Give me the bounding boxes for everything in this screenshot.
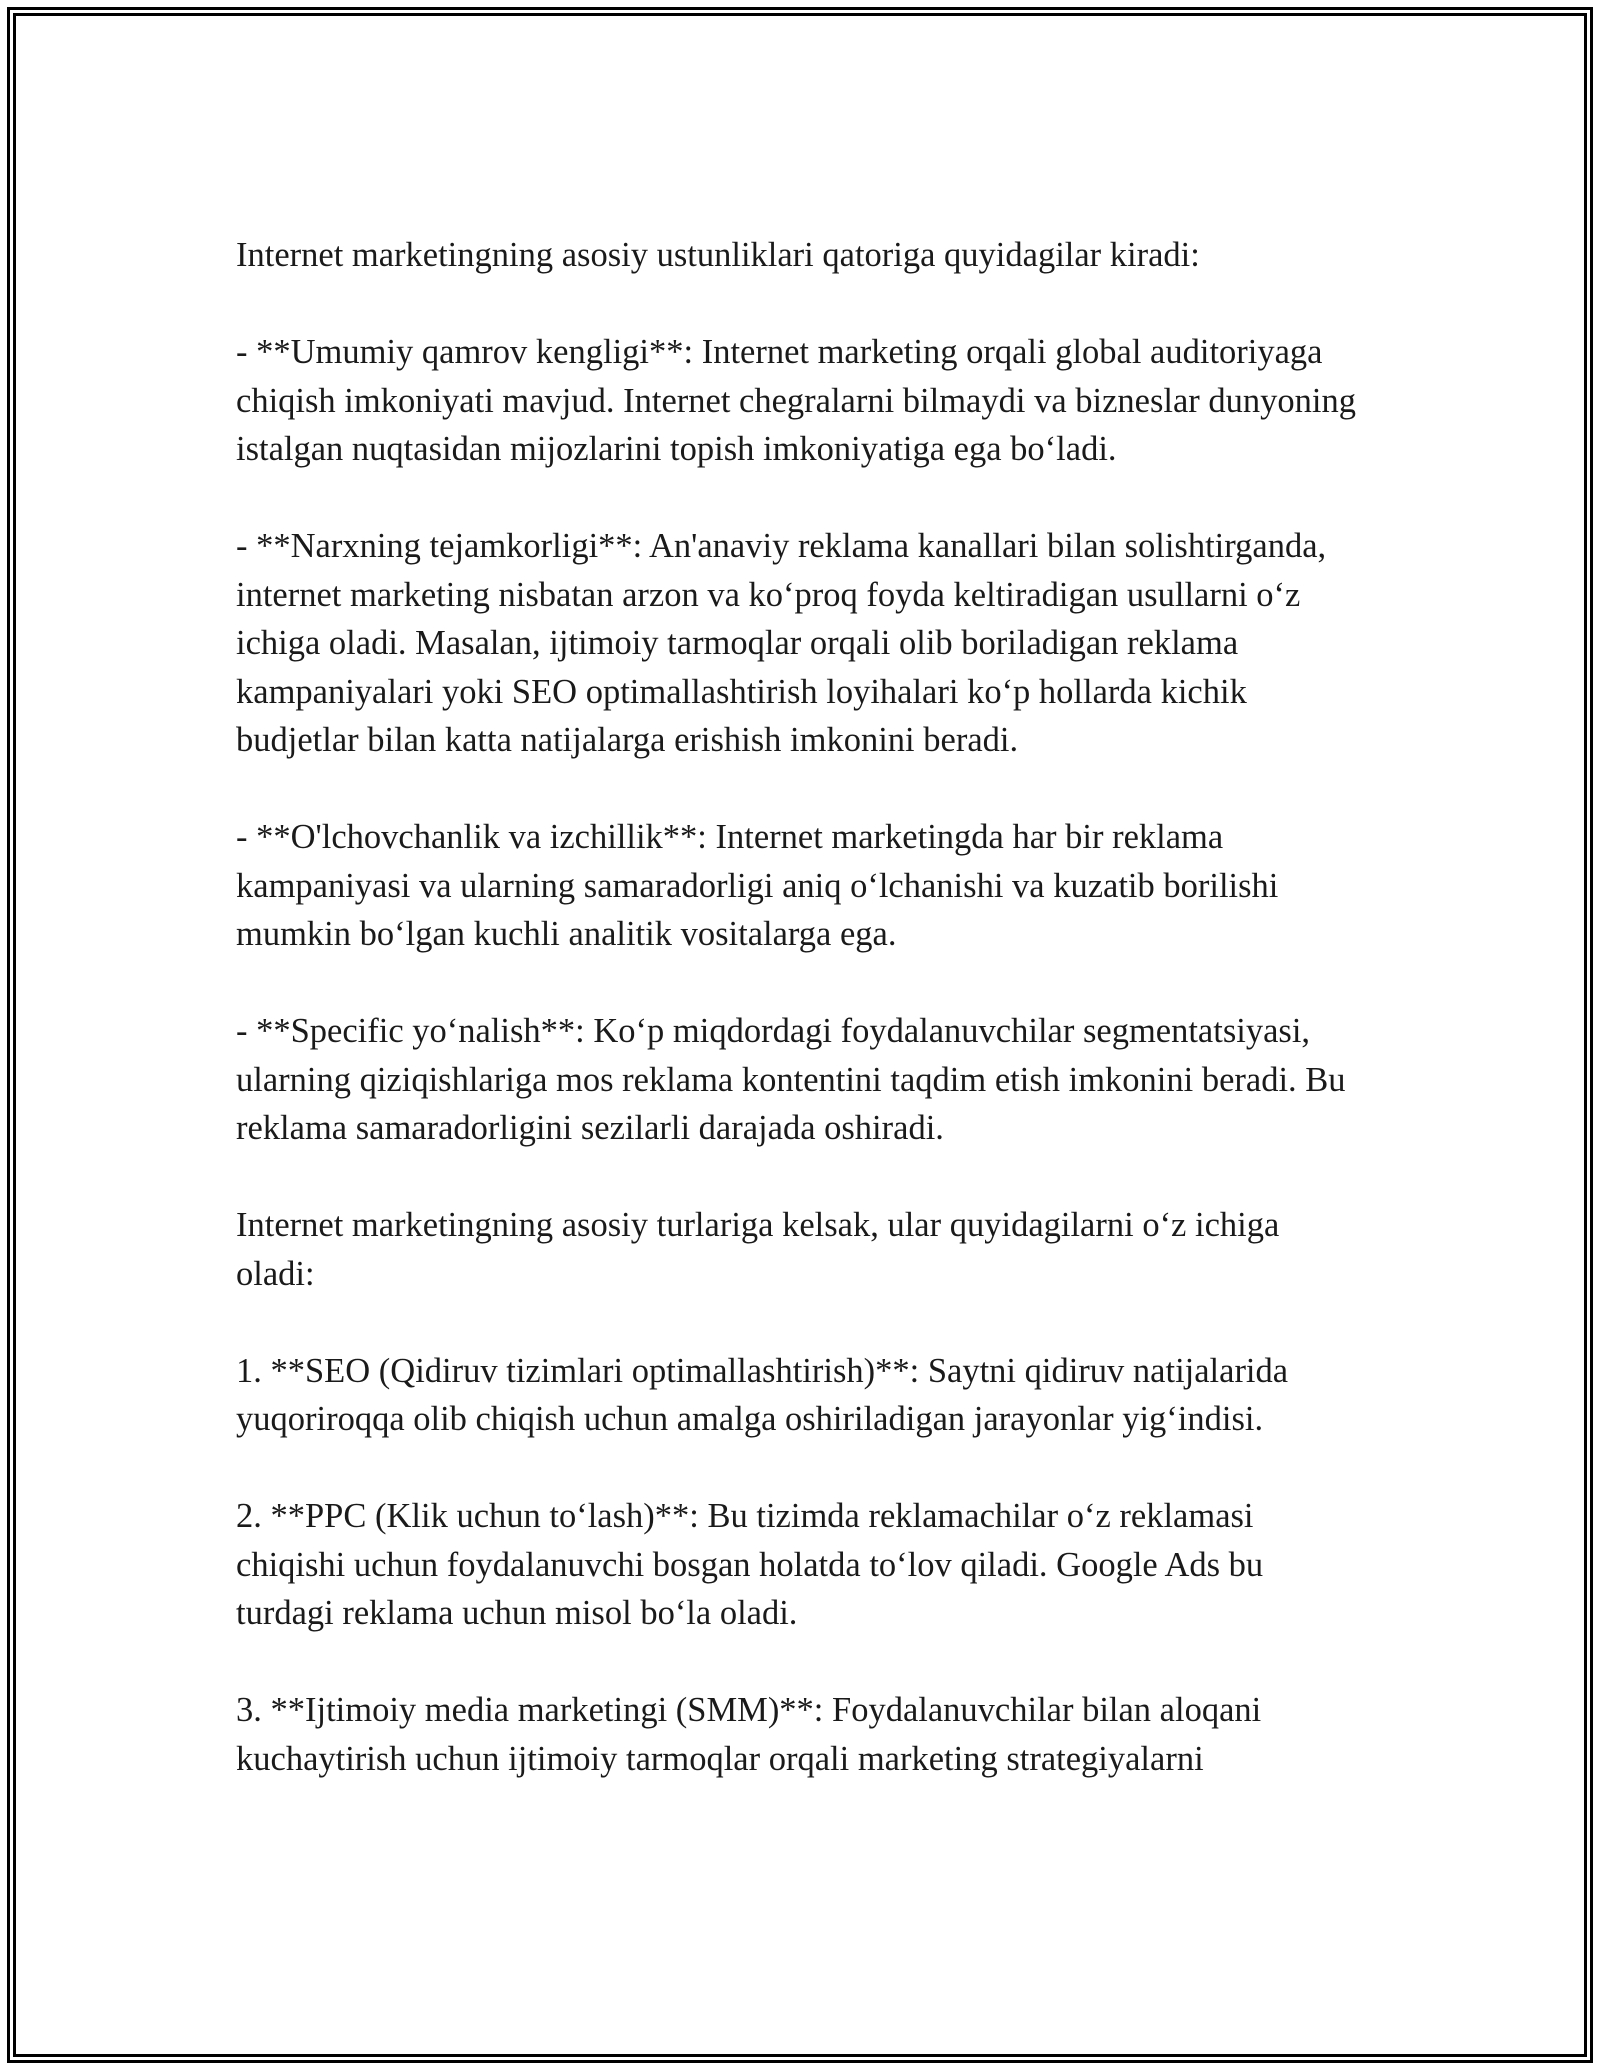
advantage-reach-paragraph: - **Umumiy qamrov kengligi**: Internet marketing orqali global auditoriyaga chiqish imkoniyati mavjud. Internet chegralarni bilmaydi va bizneslar dunyoning istalgan nuqtasidan mijozlarini topish imkoniyatiga ega bo‘ladi. bbox=[236, 333, 1357, 468]
type-seo-paragraph: 1. **SEO (Qidiruv tizimlari optimallashtirish)**: Saytni qidiruv natijalarida yuqoriroqqa olib chiqish uchun amalga oshiriladigan jarayonlar yig‘indisi. bbox=[236, 1351, 1289, 1438]
types-intro-paragraph: Internet marketingning asosiy turlariga kelsak, ular quyidagilarni o‘z ichiga oladi: bbox=[236, 1206, 1280, 1293]
advantage-measurability-paragraph: - **O'lchovchanlik va izchillik**: Internet marketingda har bir reklama kampaniyasi va ularning samaradorligi aniq o‘lchanishi va kuzatib borilishi mumkin bo‘lgan kuchli analitik vositalarga ega. bbox=[236, 818, 1279, 953]
intro-paragraph: Internet marketingning asosiy ustunliklari qatoriga quyidagilar kiradi: bbox=[236, 236, 1200, 274]
document-body bbox=[236, 231, 1366, 1832]
advantage-targeting-paragraph: - **Specific yo‘nalish**: Ko‘p miqdordagi foydalanuvchilar segmentatsiyasi, ularning qiziqishlariga mos reklama kontentini taqdim etish imkonini beradi. Bu reklama samaradorligini sezilarli darajada oshiradi. bbox=[236, 1012, 1346, 1147]
type-smm-paragraph: 3. **Ijtimoiy media marketingi (SMM)**: Foydalanuvchilar bilan aloqani kuchaytirish uchun ijtimoiy tarmoqlar orqali marketing strategiyalarni bbox=[236, 1691, 1262, 1778]
type-ppc-paragraph: 2. **PPC (Klik uchun to‘lash)**: Bu tizimda reklamachilar o‘z reklamasi chiqishi uchun foydalanuvchi bosgan holatda to‘lov qiladi. Google Ads bu turdagi reklama uchun misol bo‘la oladi. bbox=[236, 1497, 1264, 1632]
advantage-cost-paragraph: - **Narxning tejamkorligi**: An'anaviy reklama kanallari bilan solishtirganda, internet marketing nisbatan arzon va ko‘proq foyda keltiradigan usullarni o‘z ichiga oladi. Masalan, ijtimoiy tarmoqlar orqali olib boriladigan reklama kampaniyalari yoki SEO optimallashtirish loyihalari ko‘p hollarda kichik budjetlar bilan katta natijalarga erishish imkonini beradi. bbox=[236, 527, 1327, 759]
